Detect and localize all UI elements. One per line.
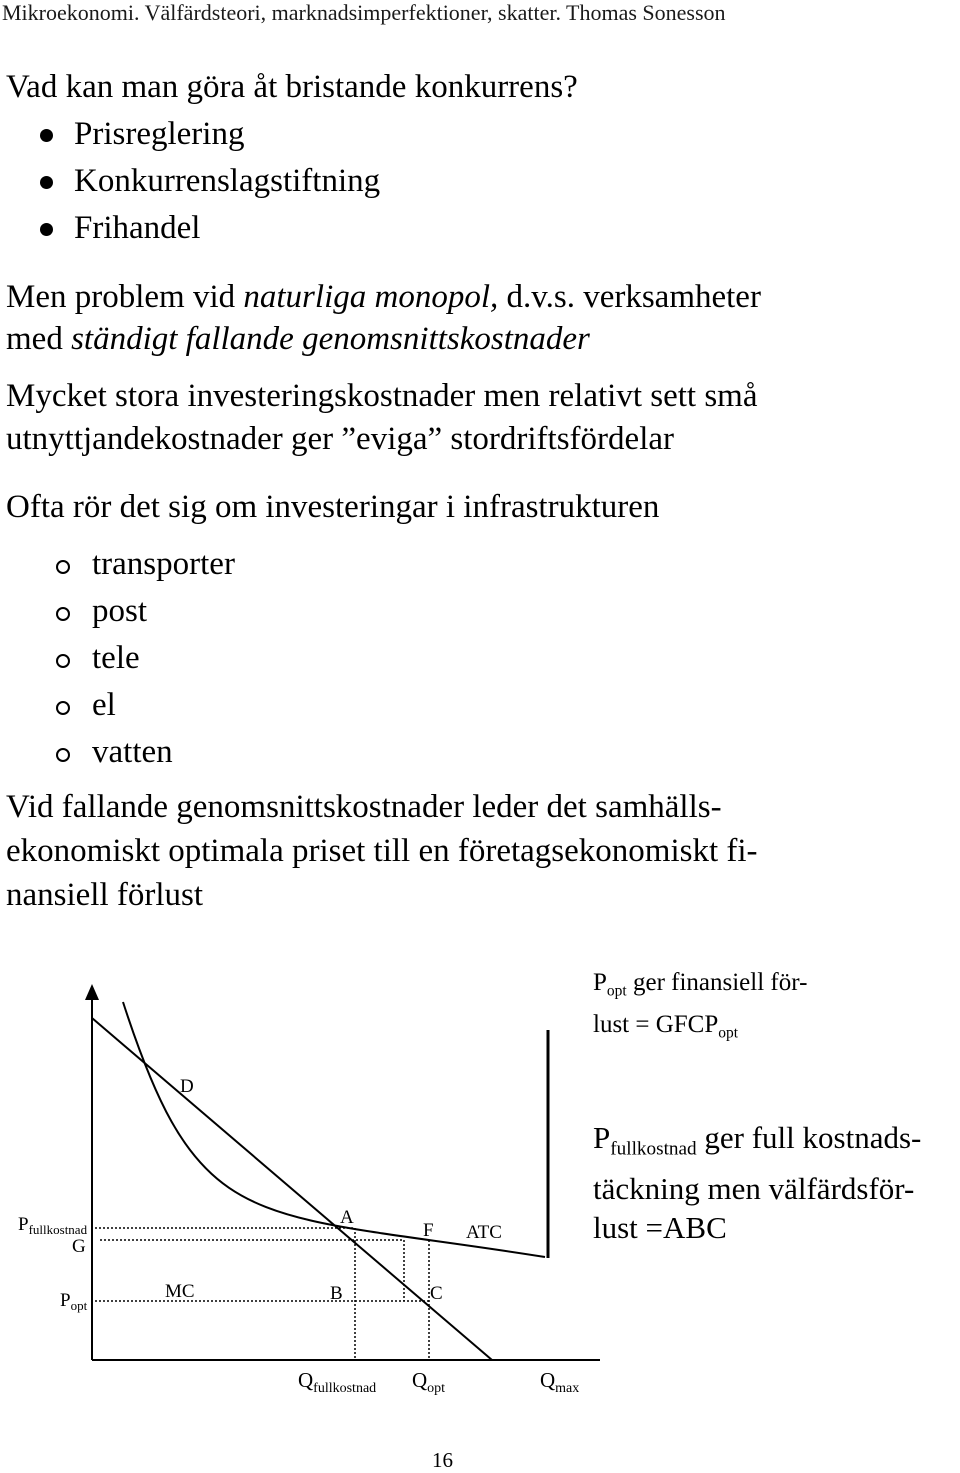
monopoly-line-1 xyxy=(6,276,761,319)
conclusion-line-2: ekonomiskt optimala priset till en företagsekonomiskt fi- xyxy=(6,833,758,869)
pfull-note xyxy=(593,1118,921,1247)
costs-line-1: Mycket stora investeringskostnader men relativt sett små xyxy=(6,378,758,414)
text-span: Men problem vid xyxy=(6,279,244,315)
text-span: P xyxy=(593,1120,611,1155)
infra-intro: Ofta rör det sig om investeringar i infrastrukturen xyxy=(6,489,660,525)
label-b: B xyxy=(330,1283,343,1304)
infra-item: el xyxy=(92,687,116,723)
pfull-note-line-3: lust =ABC xyxy=(593,1209,727,1245)
label-q-fullkostnad: $Q_{fullkostnad}$ xyxy=(298,1368,377,1396)
label-atc: ATC xyxy=(466,1222,502,1243)
label-f: F xyxy=(423,1220,434,1241)
costs-line-2: utnyttjandekostnader ger ”eviga” stordriftsfördelar xyxy=(6,421,674,457)
popt-note-line-2 xyxy=(593,1008,807,1050)
running-header: Mikroekonomi. Välfärdsteori, marknadsimperfektioner, skatter. Thomas Sonesson xyxy=(2,0,726,25)
emphasis-text: naturliga monopol, xyxy=(243,279,499,315)
question-heading: Vad kan man göra åt bristande konkurrens? xyxy=(6,69,578,105)
monopoly-line-2 xyxy=(6,318,590,361)
infra-item: transporter xyxy=(92,546,235,582)
label-d: D xyxy=(180,1076,194,1097)
label-q-max: $Q_{max}$ xyxy=(540,1368,580,1396)
bullet-icon xyxy=(56,607,70,621)
demand-curve xyxy=(92,1018,492,1360)
subscript: opt xyxy=(718,1024,739,1042)
popt-note-line-1 xyxy=(593,966,807,1008)
text-span: ger finansiell för- xyxy=(626,969,808,996)
label-p-fullkostnad: $P_{fullkostnad}$ xyxy=(18,1214,88,1237)
text-span: med xyxy=(6,321,72,357)
label-c: C xyxy=(430,1283,443,1304)
measure-item: Prisreglering xyxy=(74,116,245,152)
text-span: d.v.s. verksamheter xyxy=(498,279,761,315)
bullet-icon xyxy=(56,748,70,762)
bullet-icon xyxy=(40,223,53,236)
bullet-icon xyxy=(56,654,70,668)
subscript: fullkostnad xyxy=(610,1138,697,1160)
popt-note xyxy=(593,966,807,1051)
text-span: lust = GFCP xyxy=(593,1011,719,1039)
infra-item: post xyxy=(92,593,148,629)
text-span: ger full kostnads- xyxy=(696,1120,922,1155)
pfull-note-line-1 xyxy=(593,1118,921,1169)
bullet-icon xyxy=(40,176,53,189)
infra-item: vatten xyxy=(92,734,173,770)
page-number: 16 xyxy=(432,1448,453,1472)
infra-item: tele xyxy=(92,640,140,676)
conclusion-line-3: nansiell förlust xyxy=(6,877,204,913)
label-p-opt: $P_{opt}$ xyxy=(60,1290,88,1313)
measure-item: Frihandel xyxy=(74,210,201,246)
label-q-opt: $Q_{opt}$ xyxy=(412,1368,446,1396)
subscript: opt xyxy=(606,982,627,1000)
y-axis-arrow-icon xyxy=(85,984,99,1000)
label-mc: MC xyxy=(165,1281,195,1302)
conclusion-line-1: Vid fallande genomsnittskostnader leder det samhälls- xyxy=(6,789,722,825)
bullet-icon xyxy=(40,129,53,142)
bullet-icon xyxy=(56,560,70,574)
pfull-note-line-2: täckning men välfärdsför- xyxy=(593,1170,915,1206)
measure-item: Konkurrenslagstiftning xyxy=(74,163,381,199)
text-span: P xyxy=(593,969,607,996)
label-a: A xyxy=(340,1207,354,1228)
label-g: G xyxy=(72,1236,86,1257)
bullet-icon xyxy=(56,701,70,715)
emphasis-text: ständigt fallande genomsnittskostnader xyxy=(71,321,590,357)
atc-curve xyxy=(123,1002,545,1257)
